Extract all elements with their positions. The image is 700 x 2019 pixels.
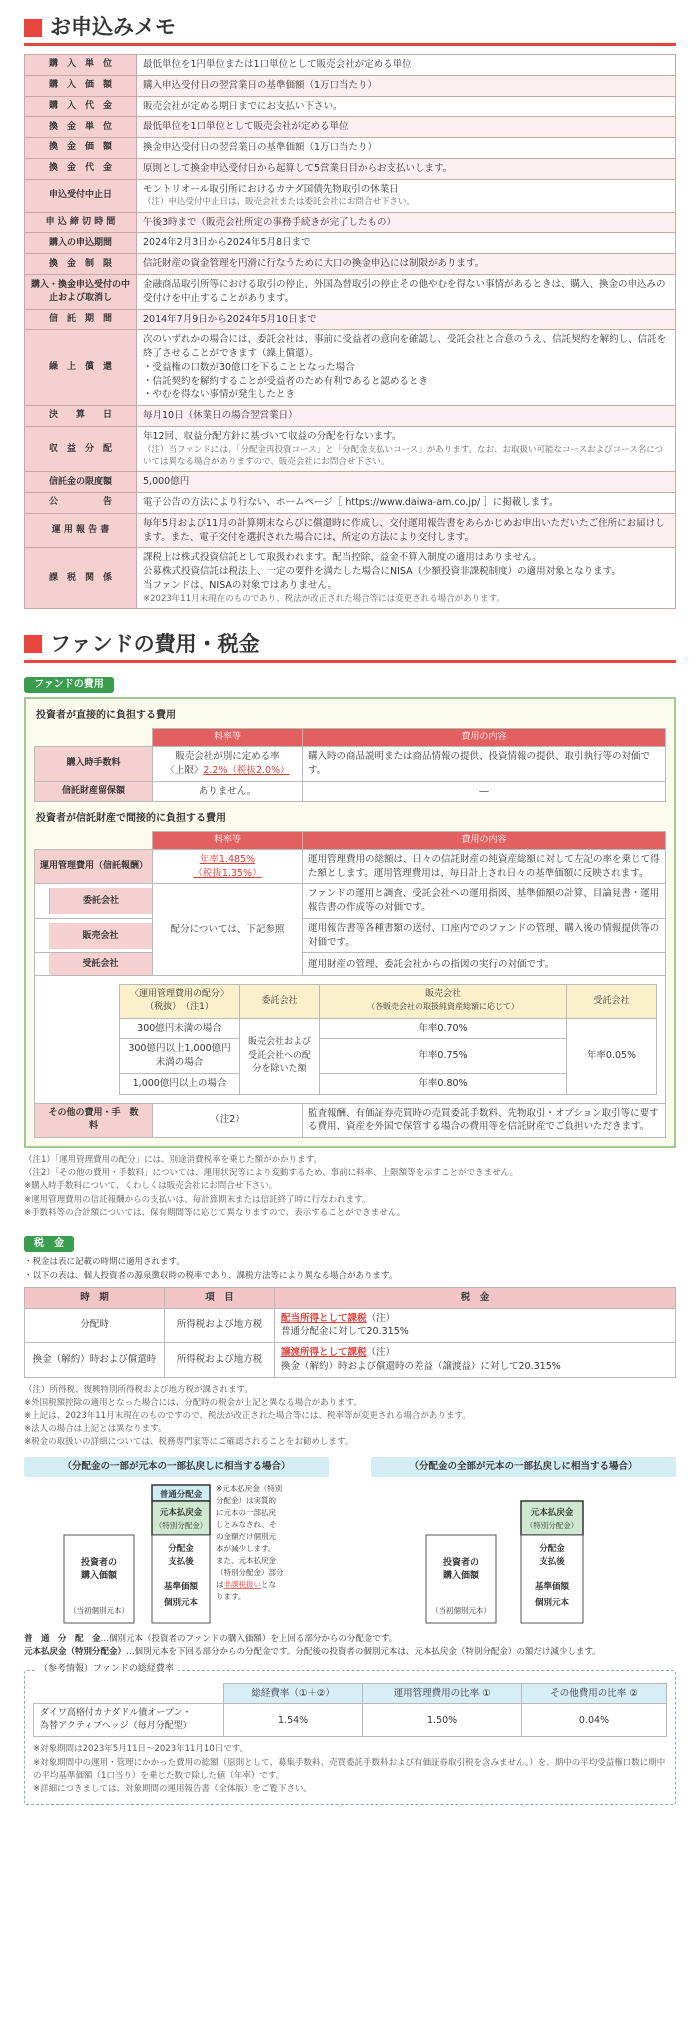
memo-row-value: 午後3時まで（販売会社所定の事務手続きが完了したもの） [137, 212, 676, 233]
alloc-h4: 受託会社 [567, 985, 657, 1018]
ref-fund-name: ダイワ高格付カナダドル債オープン・ 為替アクティブヘッジ（毎月分配型） [34, 1704, 224, 1737]
memo-row-label: 収 益 分 配 [25, 426, 137, 471]
sub-fee-desc-1: 運用報告書等各種書類の送付、口座内でのファンドの管理、購入後の情報提供等の対価です。 [303, 918, 666, 953]
dia-refund-2: （特別分配金） [154, 1521, 208, 1531]
memo-row-label: 決 算 日 [25, 406, 137, 427]
side-line: 分配金）は実質的 [216, 1496, 276, 1506]
tax-row-1-item: 所得税および地方税 [165, 1343, 275, 1378]
reference-table [33, 1683, 667, 1738]
dia2-refund-1: 元本払戻金 [530, 1508, 574, 1519]
diagram-partial-svg [24, 1477, 329, 1627]
ref-notes [33, 1743, 667, 1796]
side-line: に元本の一部払戻 [216, 1508, 276, 1518]
mgmt-fee-rate: 年率1.485% （税抜1.35%） [153, 849, 303, 884]
buy-fee-desc: 購入時の商品説明または商品情報の提供、投資情報の提供、取引執行等の対価です。 [303, 746, 666, 781]
diagram-legend: 普 通 分 配 金…個別元本（投資者のファンドの購入価額）を上回る部分からの分配金です。 元本払戻金（特別分配金）…個別元本を下回る部分からの分配金です。分配後の投資者の個別元本は、元本払戻金（特別分配金）の額だけ減少します。 [24, 1634, 601, 1658]
alloc-h3: 販売会社 （各販売会社の取扱純資産総額に応じて） [320, 985, 567, 1018]
retention-rate: ありません。 [153, 781, 303, 802]
header-rate: 料率等 [153, 831, 303, 849]
dia-buy-2: 購入価額 [80, 1571, 118, 1582]
direct-fee-title: 投資者が直接的に負担する費用 [36, 710, 176, 722]
header-content: 費用の内容 [303, 831, 666, 849]
note-line: ※対象期間中の運用・管理にかかった費用の総額（原則として、募集手数料、売買委託手数料および有価証券取引税を含みません。）を、期中の平均受益権口数に期中の平均基準価額（1口当り）を乗じた数で除した値（年率）です。 [33, 1757, 666, 1781]
memo-row-value: 次のいずれかの場合には、委託会社は、事前に受益者の意向を確認し、受託会社と合意のうえ、信託契約を解約し、信託を終了させることができます（繰上償還）。 ・受益権の口数が30億口を下ることとなった場合 ・信託契約を解約することが受益者のため有利であると認めるとき ・やむを得ない事情が発生したとき [137, 330, 676, 406]
side-line: ※元本払戻金（特別 [216, 1484, 283, 1494]
sub-fee-rate: 配分については、下記参照 [153, 884, 303, 976]
memo-row [25, 179, 676, 212]
memo-row [25, 212, 676, 233]
ref-other: 0.04% [521, 1704, 666, 1737]
other-fee-desc: 監査報酬、有価証券売買時の売買委託手数料、先物取引・オプション取引等に要する費用、資産を外国で保管する場合の費用等を信託財産でご負担いただきます。 [303, 1103, 666, 1138]
memo-row-label: 公 告 [25, 493, 137, 514]
memo-row-label: 購 入 価 額 [25, 75, 137, 96]
memo-row [25, 513, 676, 548]
retention-desc: ― [303, 781, 666, 802]
tax-h3: 税 金 [275, 1287, 676, 1308]
dia-base: 基準価額 [163, 1582, 199, 1593]
ref-h2: 運用管理費用の比率 ① [363, 1683, 522, 1704]
memo-row-value: 毎月10日（休業日の場合翌営業日） [137, 406, 676, 427]
allocation-cell [35, 976, 666, 1103]
alloc-row-0-range: 300億円未満の場合 [120, 1018, 240, 1039]
tax-row-0-time: 分配時 [25, 1308, 165, 1343]
alloc-jutaku: 年率0.05% [567, 1018, 657, 1094]
fee-notes [24, 1154, 676, 1220]
memo-row [25, 493, 676, 514]
memo-row-value: 毎年5月および11月の計算期末ならびに償還時に作成し、交付運用報告書をあらかじめお申出いただいたご住所にお届けします。また、電子交付を選択された場合には、所定の方法により交付します。 [137, 513, 676, 548]
memo-row-label: 購 入 代 金 [25, 96, 137, 117]
dia2-buy-2: 購入価額 [442, 1571, 480, 1582]
side-line: しとみなされ、そ [216, 1520, 277, 1530]
buy-fee-label: 購入時手数料 [35, 746, 153, 781]
memo-row [25, 117, 676, 138]
distribution-diagram [24, 1457, 676, 1627]
dia-after-2: 支払後 [168, 1557, 194, 1568]
alloc-row-2-range: 1,000億円以上の場合 [120, 1073, 240, 1094]
ref-total: 1.54% [224, 1704, 363, 1737]
memo-row-value: 2024年2月3日から2024年5月8日まで [137, 233, 676, 254]
side-line: また、元本払戻金 [216, 1556, 276, 1566]
memo-row-value: 課税上は株式投資信託として取扱われます。配当控除、益金不算入制度の適用はありません。 公募株式投資信託は税法上、一定の要件を満たした場合にNISA（少額投資非課税制度）の適用対象となります。 当ファンドは、NISAの対象ではありません。 ※2023年11月末現在のものであり、税法が改正された場合等には変更される場合があります。 [137, 548, 676, 609]
indirect-fee-title: 投資者が信託財産で間接的に負担する費用 [36, 813, 226, 825]
note-line: ・以下の表は、個人投資者の源泉徴収時の税率であり、課税方法等により異なる場合があります。 [24, 1270, 398, 1281]
memo-row-value: 販売会社が定める期日までにお支払い下さい。 [137, 96, 676, 117]
memo-row [25, 274, 676, 309]
alloc-row-2-sales: 年率0.80% [320, 1073, 567, 1094]
tax-row-0-tax: 配当所得として課税（注） 普通分配金に対して20.315% [275, 1308, 676, 1343]
diagram-full-svg [371, 1477, 676, 1627]
dia2-refund-2: （特別分配金） [525, 1521, 579, 1531]
dia-buy-1: 投資者の [80, 1558, 118, 1569]
tax-row-0-item: 所得税および地方税 [165, 1308, 275, 1343]
diagram-full-header: （分配金の全部が元本の一部払戻しに相当する場合） [371, 1457, 676, 1477]
side-line: 本が減少します。 [216, 1544, 276, 1554]
sub-fee-desc-2: 運用財産の管理、委託会社からの指図の実行の対価です。 [303, 953, 666, 976]
memo-row-value: 最低単位を1口単位として販売会社が定める単位 [137, 117, 676, 138]
memo-row [25, 254, 676, 275]
note-line: ※購入時手数料について、くわしくは販売会社にお問合せ下さい。 [24, 1181, 278, 1192]
memo-row [25, 426, 676, 471]
tax-pre [24, 1256, 676, 1282]
memo-row-value: 原則として換金申込受付日から起算して5営業日目からお支払いします。 [137, 158, 676, 179]
note-line: ※詳細につきましては、対象期間の運用報告書（全体版）をご覧下さい。 [33, 1783, 312, 1794]
memo-row-value: 電子公告の方法により行ない、ホームページ［ https://www.daiwa-am.co.jp/ ］に掲載します。 [137, 493, 676, 514]
memo-row-label: 申 込 締 切 時 間 [25, 212, 137, 233]
tax-tab: 税 金 [24, 1236, 74, 1253]
sub-fees [35, 953, 153, 976]
memo-row-label: 運 用 報 告 書 [25, 513, 137, 548]
dia2-buy-1: 投資者の [442, 1558, 480, 1569]
alloc-row-0-sales: 年率0.70% [320, 1018, 567, 1039]
title-square-icon [24, 635, 42, 653]
memo-row-value: 金融商品取引所等における取引の停止、外国為替取引の停止その他やむを得ない事情があるときは、購入、換金の申込みの受付けを中止することがあります。 [137, 274, 676, 309]
sub-fee-label-0: 委託会社 [49, 888, 152, 914]
memo-row-label: 申込受付中止日 [25, 179, 137, 212]
tax-h1: 時 期 [25, 1287, 165, 1308]
buy-fee-rate: 販売会社が別に定める率 〈上限〉2.2%（税抜2.0%） [153, 746, 303, 781]
memo-section-title [24, 12, 676, 46]
memo-row [25, 158, 676, 179]
diagram-partial-header: （分配金の一部が元本の一部払戻しに相当する場合） [24, 1457, 329, 1477]
dia-after-1: 分配金 [168, 1544, 194, 1555]
memo-row-label: 換 金 単 位 [25, 117, 137, 138]
note-line: ※手数料等の合計額については、保有期間等に応じて異なりますので、表示することができません。 [24, 1207, 406, 1218]
memo-row [25, 330, 676, 406]
note-line: ※外国税額控除の適用となった場合には、分配時の税金が上記と異なる場合があります。 [24, 1397, 362, 1408]
sub-fees [35, 884, 153, 919]
dia2-buy-sub: （当初個別元本） [431, 1606, 491, 1616]
dia-buy-sub: （当初個別元本） [69, 1606, 129, 1616]
sub-fee-desc-0: ファンドの運用と調査、受託会社への運用指図、基準価額の計算、目論見書・運用報告書の作成等の対価です。 [303, 884, 666, 919]
sub-fees [35, 918, 153, 953]
dia2-after-2: 支払後 [539, 1557, 565, 1568]
note-line: ※対象期間は2023年5月11日～2023年11月10日です。 [33, 1744, 249, 1755]
alloc-row-1-range: 300億円以上1,000億円未満の場合 [120, 1039, 240, 1074]
sub-fee-label-2: 受託会社 [49, 953, 152, 975]
reference-title: （参考情報）ファンドの総経費率 [35, 1663, 178, 1676]
memo-row-value: 年12回、収益分配方針に基づいて収益の分配を行ないます。 （注）当ファンドには、「分配金再投資コース」と「分配金支払いコース」があります。なお、お取扱い可能なコースおよびコース名については異なる場合がありますので、販売会社にお問合せ下さい。 [137, 426, 676, 471]
alloc-h1: 〈運用管理費用の配分〉（税抜） （注1） [120, 985, 240, 1018]
alloc-row-1-sales: 年率0.75% [320, 1039, 567, 1074]
mgmt-fee-desc: 運用管理費用の総額は、日々の信託財産の純資産総額に対して左記の率を乗じて得た額とします。運用管理費用は、毎日計上され日々の基準価額に反映されます。 [303, 849, 666, 884]
fees-box [24, 697, 676, 1148]
note-line: （注2）「その他の費用・手数料」については、運用状況等により変動するため、事前に料率、上限額等を示すことができません。 [24, 1168, 519, 1179]
reference-box [24, 1663, 676, 1806]
memo-row-value: 信託財産の資金管理を円滑に行なうために大口の換金申込には制限があります。 [137, 254, 676, 275]
dia-indiv: 個別元本 [163, 1598, 199, 1609]
dia-refund-1: 元本払戻金 [159, 1508, 203, 1519]
note-line: ※法人の場合は上記とは異なります。 [24, 1424, 167, 1435]
memo-row-value: モントリオール取引所におけるカナダ国債先物取引の休業日 （注）申込受付中止日は、販売会社または委託会社にお問合せ下さい。 [137, 179, 676, 212]
dia-ordinary: 普通分配金 [159, 1490, 203, 1501]
note-line: ※上記は、2023年11月末現在のものですので、税法が改正された場合等には、税率等が変更される場合があります。 [24, 1410, 471, 1421]
side-line: ります。 [216, 1592, 246, 1602]
tax-h2: 項 目 [165, 1287, 275, 1308]
memo-row [25, 96, 676, 117]
other-fee-rate: （注2） [153, 1103, 303, 1138]
memo-row-label: 購入・換金申込受付の中止および取消し [25, 274, 137, 309]
note-line: （注1）「運用管理費用の配分」には、別途消費税率を乗じた額がかかります。 [24, 1155, 322, 1166]
retention-label: 信託財産留保額 [35, 781, 153, 802]
fees-tab: ファンドの費用 [24, 677, 114, 694]
note-line: ※税金の取扱いの詳細については、税務専門家等にご確認されることをお勧めします。 [24, 1437, 354, 1448]
memo-row-value: 5,000億円 [137, 472, 676, 493]
memo-row-label: 購入の申込期間 [25, 233, 137, 254]
memo-row [25, 309, 676, 330]
indirect-fee-table [34, 831, 666, 1138]
fees-title: ファンドの費用・税金 [50, 632, 260, 657]
tax-row-1-time: 換金（解約）時および償還時 [25, 1343, 165, 1378]
memo-row-label: 繰 上 償 還 [25, 330, 137, 406]
alloc-itaku: 販売会社および受託会社への配分を除いた額 [240, 1018, 320, 1094]
memo-row-value: 購入申込受付日の翌営業日の基準価額（1万口当たり） [137, 75, 676, 96]
header-content: 費用の内容 [303, 728, 666, 746]
memo-row [25, 406, 676, 427]
mgmt-fee-label: 運用管理費用（信託報酬） [35, 849, 153, 884]
note-line: ・税金は表に記載の時期に適用されます。 [24, 1257, 185, 1268]
memo-row-label: 課 税 関 係 [25, 548, 137, 609]
ref-mgmt: 1.50% [363, 1704, 522, 1737]
note-line: （注）所得税、復興特別所得税および地方税が課されます。 [24, 1384, 253, 1395]
dia2-after-1: 分配金 [539, 1544, 565, 1555]
other-fee-label: その他の費用・手 数 料 [35, 1103, 153, 1138]
memo-row [25, 472, 676, 493]
allocation-table [119, 984, 657, 1094]
sub-fee-label-1: 販売会社 [49, 923, 152, 949]
memo-row [25, 55, 676, 76]
title-square-icon [24, 19, 42, 37]
memo-row-label: 換 金 価 額 [25, 138, 137, 159]
side-line: は非課税扱いとな [216, 1580, 276, 1590]
memo-row [25, 75, 676, 96]
direct-fee-table [34, 728, 666, 802]
memo-row-value: 換金申込受付日の翌営業日の基準価額（1万口当たり） [137, 138, 676, 159]
memo-row-value: 2014年7月9日から2024年5月10日まで [137, 309, 676, 330]
alloc-h2: 委託会社 [240, 985, 320, 1018]
memo-row-label: 信託金の限度額 [25, 472, 137, 493]
diagram-full [371, 1457, 676, 1627]
memo-row-label: 換 金 制 限 [25, 254, 137, 275]
dia2-indiv: 個別元本 [534, 1598, 570, 1609]
side-line: の金額だけ個別元 [216, 1532, 276, 1542]
tax-table [24, 1287, 676, 1378]
ref-h1: 総経費率（①＋②） [224, 1683, 363, 1704]
memo-row-label: 換 金 代 金 [25, 158, 137, 179]
memo-table [24, 54, 676, 609]
memo-row [25, 138, 676, 159]
memo-row-label: 信 託 期 間 [25, 309, 137, 330]
tax-notes [24, 1384, 676, 1450]
memo-title: お申込みメモ [50, 15, 176, 40]
memo-row [25, 548, 676, 609]
fees-section-title [24, 629, 676, 663]
note-line: ※運用管理費用の信託報酬からの支払いは、毎計算期末または信託終了時に行なわれます。 [24, 1194, 371, 1205]
ref-h3: その他費用の比率 ② [521, 1683, 666, 1704]
memo-row-value: 最低単位を1円単位または1口単位として販売会社が定める単位 [137, 55, 676, 76]
side-line: （特別分配金）部分 [216, 1568, 284, 1578]
memo-row [25, 233, 676, 254]
tax-row-1-tax: 譲渡所得として課税（注） 換金（解約）時および償還時の差益（譲渡益）に対して20.315% [275, 1343, 676, 1378]
dia-side-text [216, 1483, 284, 1601]
dia2-base: 基準価額 [534, 1582, 570, 1593]
memo-row-label: 購 入 単 位 [25, 55, 137, 76]
diagram-partial [24, 1457, 329, 1627]
header-rate: 料率等 [153, 728, 303, 746]
